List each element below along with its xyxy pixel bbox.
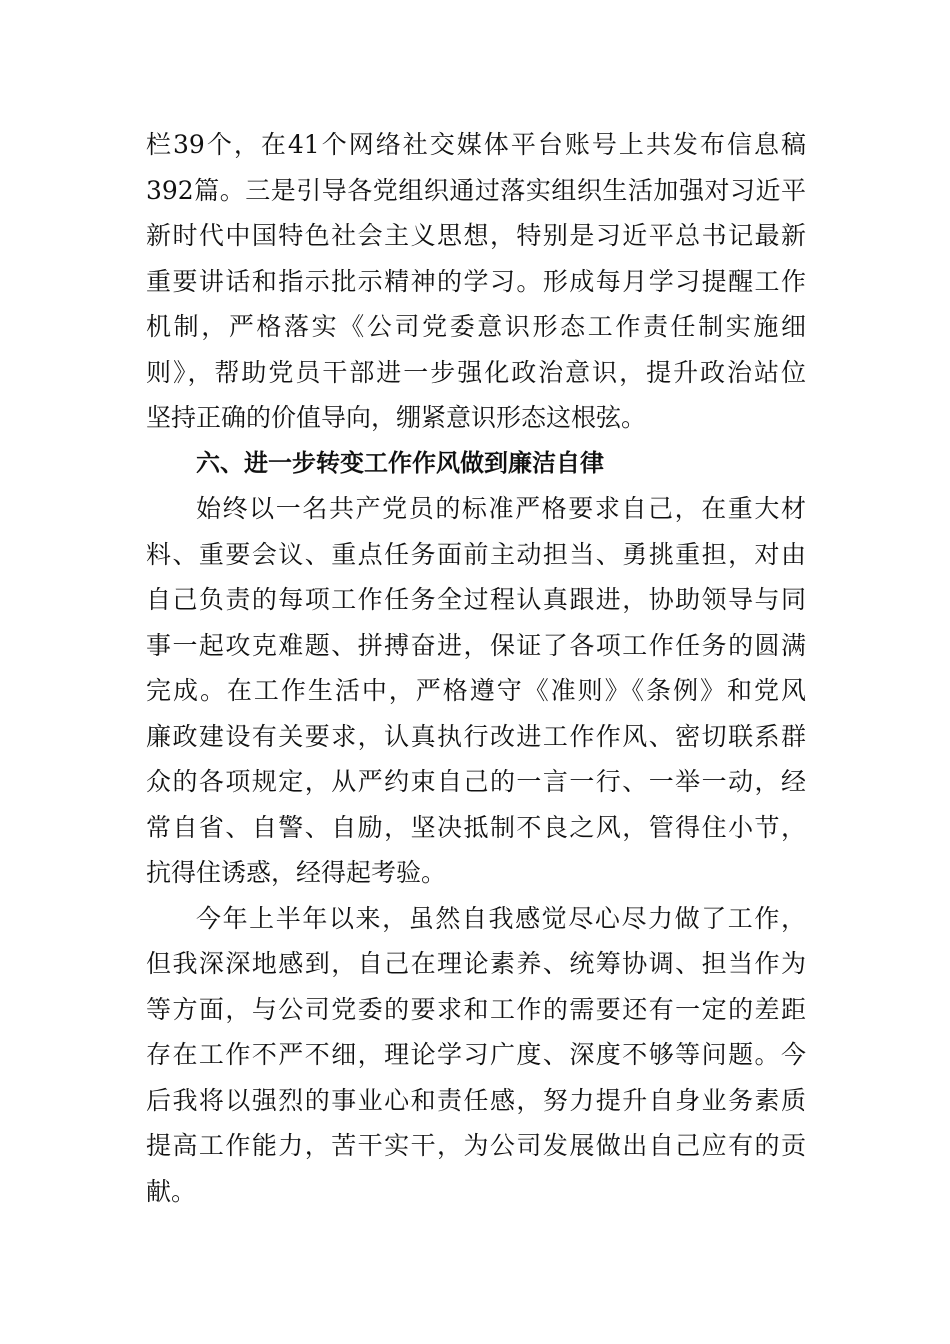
text-line: 众的各项规定，从严约束自己的一言一行、一举一动，经 bbox=[146, 767, 806, 796]
paragraph bbox=[146, 896, 806, 1215]
section-heading: 六、进一步转变工作作风做到廉洁自律 bbox=[196, 448, 604, 477]
text-line: 廉政建设有关要求，认真执行改进工作作风、密切联系群 bbox=[146, 721, 806, 751]
paragraph bbox=[146, 486, 806, 896]
paragraph bbox=[146, 122, 806, 441]
text-line: 等方面，与公司党委的要求和工作的需要还有一定的差距 bbox=[146, 994, 806, 1024]
text-line: 则》，帮助党员干部进一步强化政治意识，提升政治站位 bbox=[146, 357, 806, 387]
text-line: 重要讲话和指示批示精神的学习。形成每月学习提醒工作 bbox=[146, 266, 806, 296]
text-line: 献。 bbox=[146, 1176, 197, 1206]
text-line: 常自省、自警、自励，坚决抵制不良之风，管得住小节， bbox=[146, 812, 806, 842]
document-body bbox=[146, 122, 806, 1214]
text-line: 但我深深地感到，自己在理论素养、统筹协调、担当作为 bbox=[146, 949, 806, 978]
text-line: 抗得住诱惑，经得起考验。 bbox=[146, 858, 447, 887]
text-line: 料、重要会议、重点任务面前主动担当、勇挑重担，对由 bbox=[146, 539, 806, 569]
text-line: 栏39个，在41个网络社交媒体平台账号上共发布信息稿 bbox=[146, 130, 806, 159]
text-line: 存在工作不严不细，理论学习广度、深度不够等问题。今 bbox=[146, 1040, 806, 1069]
text-line: 后我将以强烈的事业心和责任感，努力提升自身业务素质 bbox=[146, 1085, 806, 1115]
text-line: 坚持正确的价值导向，绷紧意识形态这根弦。 bbox=[146, 403, 647, 432]
text-line: 今年上半年以来，虽然自我感觉尽心尽力做了工作， bbox=[196, 903, 806, 933]
text-line: 自己负责的每项工作任务全过程认真跟进，协助领导与同 bbox=[146, 585, 806, 614]
text-line: 提高工作能力，苦干实干，为公司发展做出自己应有的贡 bbox=[146, 1131, 806, 1160]
text-line: 事一起攻克难题、拼搏奋进，保证了各项工作任务的圆满 bbox=[146, 630, 806, 660]
text-line: 完成。在工作生活中，严格遵守《准则》《条例》和党风 bbox=[146, 676, 806, 705]
text-line: 392篇。三是引导各党组织通过落实组织生活加强对习近平 bbox=[146, 175, 806, 205]
text-line: 机制，严格落实《公司党委意识形态工作责任制实施细 bbox=[146, 312, 806, 341]
text-line: 新时代中国特色社会主义思想，特别是习近平总书记最新 bbox=[146, 221, 806, 250]
text-line: 始终以一名共产党员的标准严格要求自己，在重大材 bbox=[196, 494, 806, 523]
